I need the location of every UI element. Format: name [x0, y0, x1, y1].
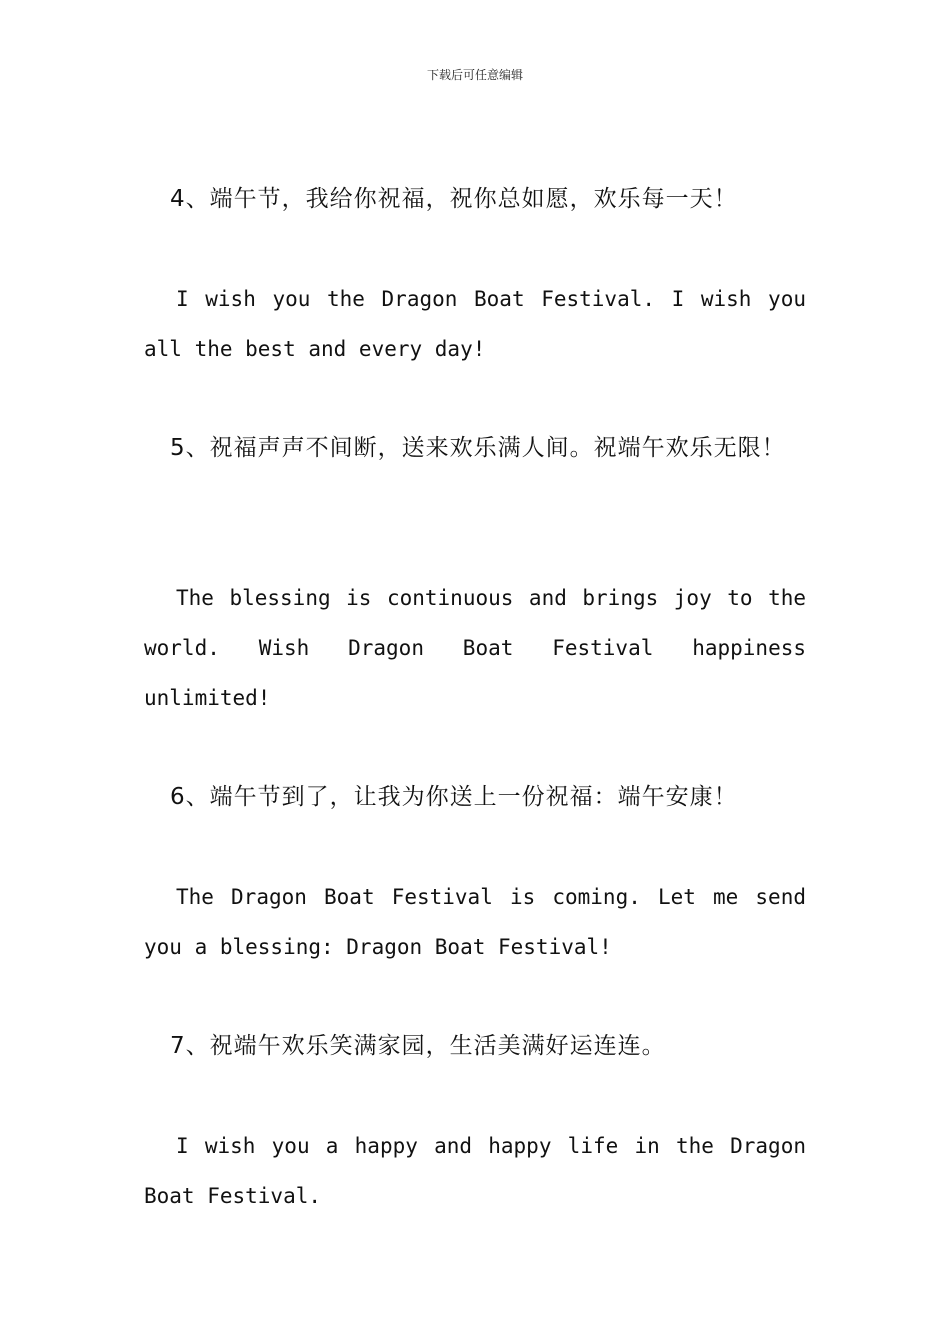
- entry-5-english: The blessing is continuous and brings joy to the world. Wish Dragon Boat Festival happiness unlimited!: [144, 586, 806, 710]
- page-header: 下载后可任意编辑: [426, 68, 523, 82]
- entry-4-english: I wish you the Dragon Boat Festival. I wish you all the best and every day!: [144, 287, 806, 361]
- entry-6-english: The Dragon Boat Festival is coming. Let me send you a blessing: Dragon Boat Festival!: [144, 885, 806, 959]
- entry-7-chinese: 7、祝端午欢乐笑满家园，生活美满好运连连。: [170, 1033, 666, 1059]
- entry-5-chinese: 5、祝福声声不间断，送来欢乐满人间。祝端午欢乐无限！: [170, 435, 786, 461]
- entry-4-chinese: 4、端午节，我给你祝福，祝你总如愿，欢乐每一天！: [170, 186, 738, 212]
- entry-7-english: I wish you a happy and happy life in the Dragon Boat Festival.: [144, 1134, 806, 1208]
- entry-6-chinese: 6、端午节到了，让我为你送上一份祝福：端午安康！: [170, 784, 738, 810]
